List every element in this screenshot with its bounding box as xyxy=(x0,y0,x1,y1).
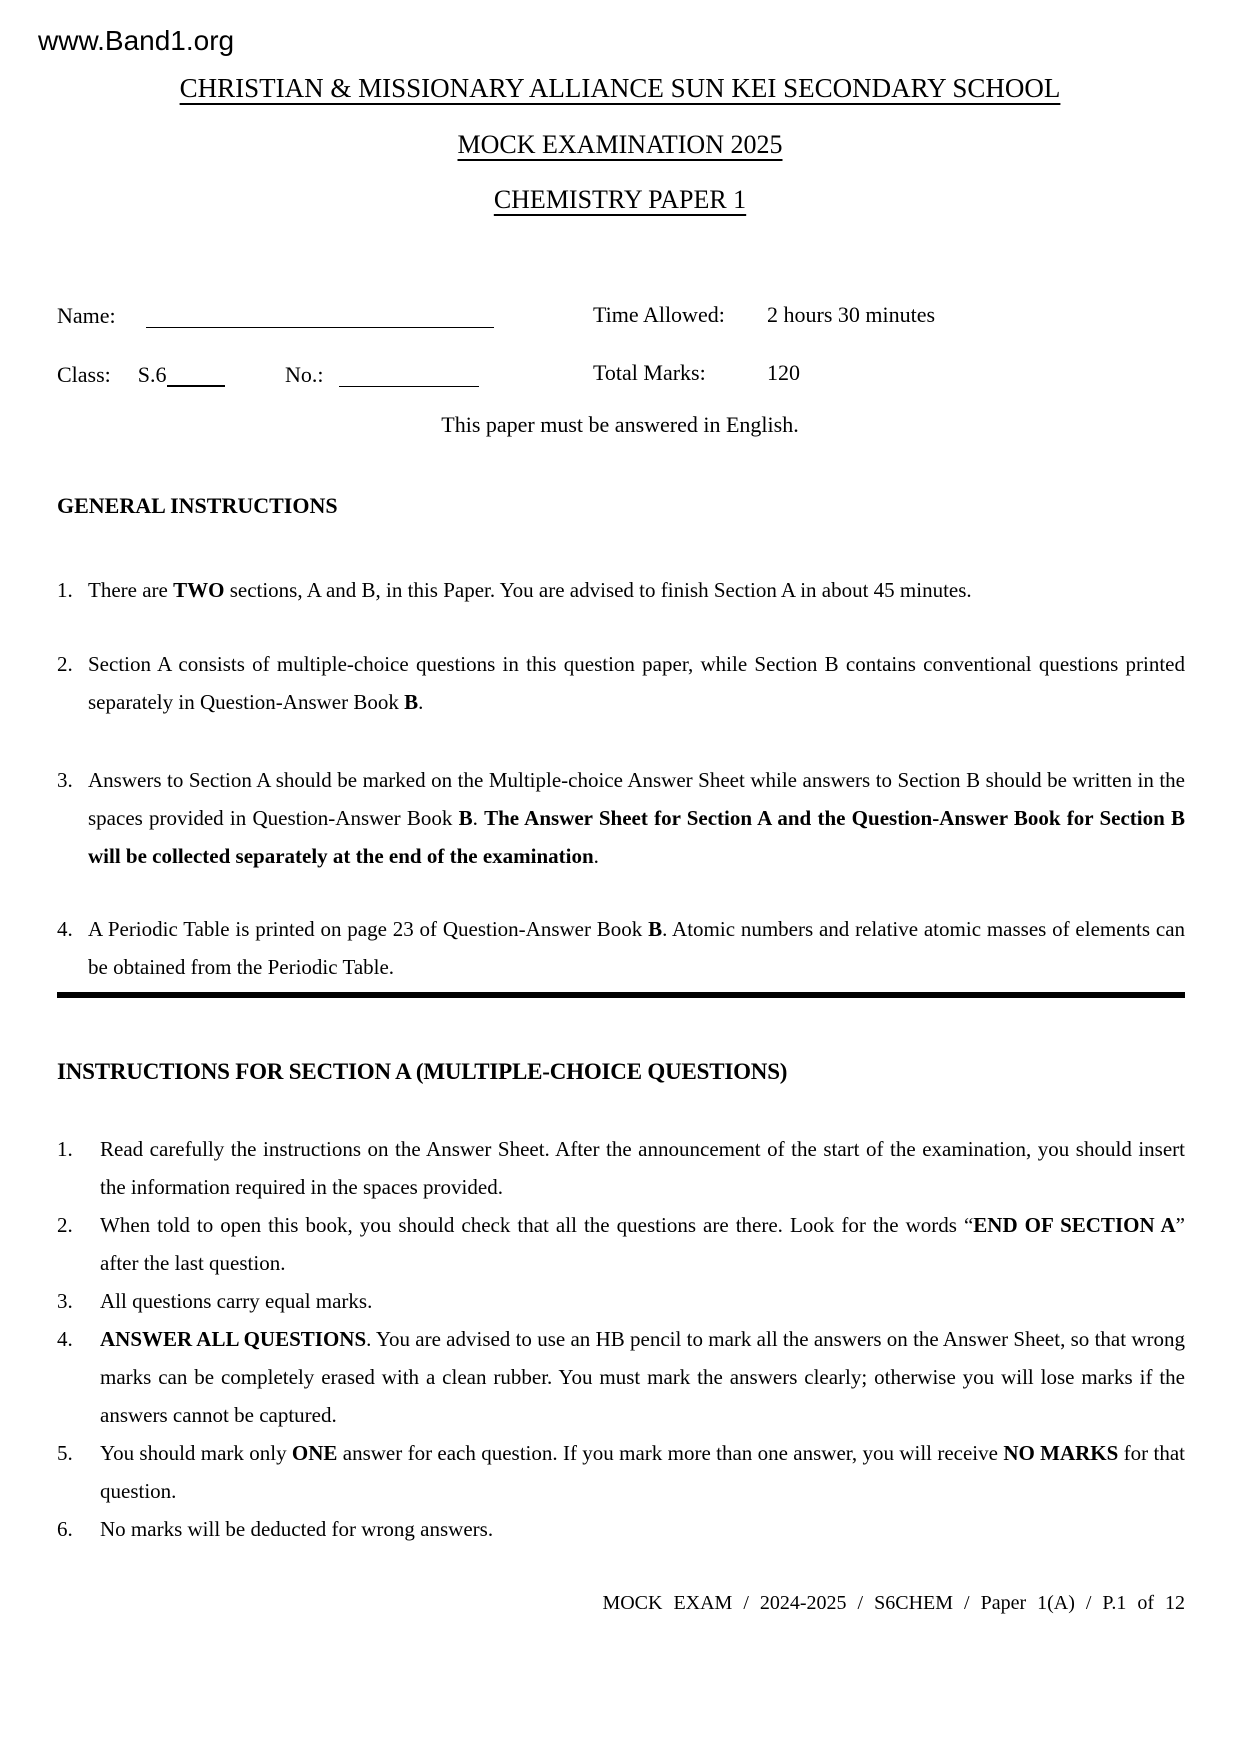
section-a-instruction-item-4 xyxy=(57,1320,1185,1434)
general-instruction-item-2 xyxy=(57,645,1185,721)
no-label: No.: xyxy=(285,362,324,387)
text-run: You should mark only xyxy=(100,1441,292,1465)
text-run: . xyxy=(472,806,485,830)
paper-title-text: CHEMISTRY PAPER 1 xyxy=(493,185,747,214)
text-run-bold: TWO xyxy=(173,578,225,602)
item-number: 2. xyxy=(57,652,73,676)
section-a-instruction-item-2 xyxy=(57,1206,1185,1282)
text-run: . xyxy=(418,690,424,714)
item-number: 1. xyxy=(57,1137,73,1161)
text-run: answer for each question. If you mark more than one answer, you will receive xyxy=(337,1441,1004,1465)
class-blank-line xyxy=(167,363,225,387)
section-a-instruction-item-6 xyxy=(57,1510,1185,1548)
text-run: All questions carry equal marks. xyxy=(100,1289,373,1313)
text-run-bold: B xyxy=(458,806,473,830)
text-run-bold: B xyxy=(404,690,419,714)
text-run: . You are advised to use an HB pencil to mark all the answers on the Answer Sheet, so that wrong marks can be completely erased with a clean rubber. You must mark the answers clearly; otherwise you will lose marks if the answers cannot be captured. xyxy=(100,1327,1186,1427)
section-divider-rule xyxy=(57,992,1185,998)
text-run: ” after the last question. xyxy=(100,1213,1185,1275)
text-run: . Atomic numbers and relative atomic masses of elements can be obtained from the Periodic Table. xyxy=(88,917,1186,979)
item-number: 4. xyxy=(57,917,73,941)
text-run: . xyxy=(593,844,599,868)
text-run: Section A consists of multiple-choice questions in this question paper, while Section B contains conventional questions printed separately in Question-Answer Book xyxy=(88,652,1185,714)
name-row xyxy=(57,300,1185,330)
paper-title xyxy=(0,185,1240,215)
school-name-title xyxy=(0,73,1240,103)
exam-title xyxy=(0,130,1240,160)
time-allowed-label: Time Allowed: xyxy=(593,302,725,327)
text-run: for that question. xyxy=(100,1441,1185,1503)
text-run-bold: ANSWER ALL QUESTIONS xyxy=(100,1327,367,1351)
general-instruction-item-1 xyxy=(57,571,1185,609)
name-blank-line xyxy=(146,305,494,328)
time-allowed-value: 2 hours 30 minutes xyxy=(767,302,936,327)
name-label: Name: xyxy=(57,303,116,328)
text-run: When told to open this book, you should check that all the questions are there. Look for the words “ xyxy=(100,1213,974,1237)
text-run: A Periodic Table is printed on page 23 of Question-Answer Book xyxy=(88,917,649,941)
item-number: 3. xyxy=(57,768,73,792)
item-number: 1. xyxy=(57,578,73,602)
text-run: Answers to Section A should be marked on the Multiple-choice Answer Sheet while answers to Section B should be written in the spaces provided in Question-Answer Book xyxy=(88,768,1185,830)
class-value: S.6 xyxy=(137,362,167,387)
item-number: 4. xyxy=(57,1327,73,1351)
item-number: 3. xyxy=(57,1289,73,1313)
text-run: sections, A and B, in this Paper. You are advised to finish Section A in about 45 minutes. xyxy=(224,578,972,602)
school-name-text: CHRISTIAN & MISSIONARY ALLIANCE SUN KEI SECONDARY SCHOOL xyxy=(179,73,1061,103)
class-row xyxy=(57,358,1185,388)
exam-title-text: MOCK EXAMINATION 2025 xyxy=(457,130,783,159)
text-run-bold: END OF SECTION A xyxy=(973,1213,1176,1237)
section-a-instruction-item-5 xyxy=(57,1434,1185,1510)
text-run-bold: The Answer Sheet for Section A and the Question-Answer Book for Section B will be collected separately at the end of the examination xyxy=(88,806,1186,868)
text-run: No marks will be deducted for wrong answers. xyxy=(100,1517,494,1541)
general-instruction-item-4 xyxy=(57,910,1185,986)
general-instructions-heading: GENERAL INSTRUCTIONS xyxy=(57,493,338,518)
page-footer: MOCK EXAM / 2024-2025 / S6CHEM / Paper 1(A) / P.1 of 12 xyxy=(602,1592,1185,1614)
text-run-bold: NO MARKS xyxy=(1003,1441,1119,1465)
text-run-bold: ONE xyxy=(291,1441,338,1465)
section-a-instruction-item-1 xyxy=(57,1130,1185,1206)
text-run: Read carefully the instructions on the Answer Sheet. After the announcement of the start of the examination, you should insert the information required in the spaces provided. xyxy=(100,1137,1185,1199)
item-number: 6. xyxy=(57,1517,73,1541)
section-a-instructions-heading: INSTRUCTIONS FOR SECTION A (MULTIPLE-CHOICE QUESTIONS) xyxy=(57,1059,788,1084)
watermark-url: www.Band1.org xyxy=(38,25,235,56)
item-number: 5. xyxy=(57,1441,73,1465)
class-label: Class: xyxy=(57,362,111,387)
text-run-bold: B xyxy=(648,917,663,941)
no-blank-line xyxy=(339,364,479,387)
language-note: This paper must be answered in English. xyxy=(441,412,799,437)
total-marks-label: Total Marks: xyxy=(593,360,706,385)
section-a-instruction-item-3 xyxy=(57,1282,1185,1320)
text-run: There are xyxy=(88,578,174,602)
general-instruction-item-3 xyxy=(57,761,1185,875)
item-number: 2. xyxy=(57,1213,73,1237)
total-marks-value: 120 xyxy=(767,360,800,385)
